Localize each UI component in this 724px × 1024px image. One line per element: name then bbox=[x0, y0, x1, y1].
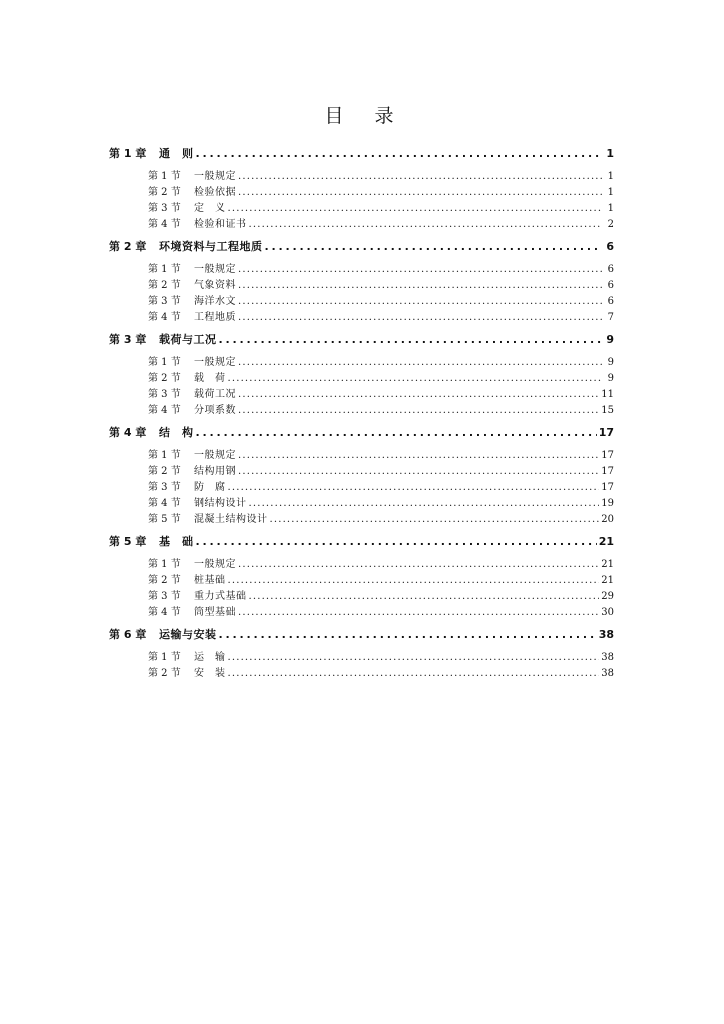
dot-leader bbox=[228, 650, 600, 666]
section-name: 工程地质 bbox=[194, 312, 236, 323]
section-name: 一般规定 bbox=[194, 450, 236, 461]
toc-section-entry[interactable] bbox=[109, 448, 614, 464]
section-name: 海洋水文 bbox=[194, 296, 236, 307]
toc-section-entry[interactable] bbox=[109, 201, 614, 217]
dot-leader bbox=[238, 278, 602, 294]
toc-chapter-entry[interactable] bbox=[109, 239, 614, 255]
dot-leader bbox=[228, 666, 600, 682]
dot-leader bbox=[196, 534, 597, 550]
chapter-page-number: 1 bbox=[606, 147, 614, 160]
dot-leader bbox=[228, 371, 603, 387]
section-name: 重力式基础 bbox=[194, 591, 247, 602]
section-label: 第 3 节 bbox=[148, 296, 181, 307]
section-page-number: 30 bbox=[601, 607, 614, 618]
section-page-number: 38 bbox=[601, 668, 614, 679]
toc-section-entry[interactable] bbox=[109, 573, 614, 589]
dot-leader bbox=[270, 512, 600, 528]
section-label: 第 1 节 bbox=[148, 652, 181, 663]
section-page-number: 21 bbox=[601, 559, 614, 570]
toc-section-entry[interactable] bbox=[109, 403, 614, 419]
toc-chapter-1 bbox=[109, 146, 614, 233]
toc-section-entry[interactable] bbox=[109, 217, 614, 233]
section-name: 定 义 bbox=[194, 203, 226, 214]
section-label: 第 3 节 bbox=[148, 591, 181, 602]
section-page-number: 29 bbox=[601, 591, 614, 602]
toc-section-entry[interactable] bbox=[109, 371, 614, 387]
chapter-page-number: 17 bbox=[598, 426, 614, 439]
dot-leader bbox=[238, 605, 599, 621]
section-label: 第 4 节 bbox=[148, 312, 181, 323]
toc-section-entry[interactable] bbox=[109, 387, 614, 403]
section-page-number: 9 bbox=[607, 373, 614, 384]
chapter-name: 环境资料与工程地质 bbox=[159, 240, 263, 253]
section-label: 第 1 节 bbox=[148, 357, 181, 368]
section-name: 一般规定 bbox=[194, 171, 236, 182]
toc-section-entry[interactable] bbox=[109, 605, 614, 621]
section-label: 第 1 节 bbox=[148, 450, 181, 461]
toc-section-entry[interactable] bbox=[109, 589, 614, 605]
dot-leader bbox=[196, 425, 597, 441]
toc-section-entry[interactable] bbox=[109, 650, 614, 666]
dot-leader bbox=[238, 403, 599, 419]
section-page-number: 6 bbox=[607, 280, 614, 291]
chapter-page-number: 6 bbox=[606, 240, 614, 253]
dot-leader bbox=[265, 239, 603, 255]
chapter-label: 第 2 章 bbox=[109, 240, 147, 253]
section-page-number: 6 bbox=[607, 296, 614, 307]
section-name: 载 荷 bbox=[194, 373, 226, 384]
section-name: 检验依据 bbox=[194, 187, 236, 198]
section-page-number: 1 bbox=[607, 203, 614, 214]
section-label: 第 4 节 bbox=[148, 219, 181, 230]
table-of-contents bbox=[109, 146, 614, 682]
section-label: 第 2 节 bbox=[148, 466, 181, 477]
section-name: 运 输 bbox=[194, 652, 226, 663]
dot-leader bbox=[249, 496, 600, 512]
section-page-number: 15 bbox=[601, 405, 614, 416]
section-page-number: 9 bbox=[607, 357, 614, 368]
toc-section-entry[interactable] bbox=[109, 262, 614, 278]
toc-section-entry[interactable] bbox=[109, 512, 614, 528]
section-page-number: 19 bbox=[601, 498, 614, 509]
section-page-number: 6 bbox=[607, 264, 614, 275]
toc-section-entry[interactable] bbox=[109, 557, 614, 573]
chapter-label: 第 5 章 bbox=[109, 535, 147, 548]
section-name: 混凝土结构设计 bbox=[194, 514, 268, 525]
toc-section-entry[interactable] bbox=[109, 169, 614, 185]
dot-leader bbox=[228, 573, 600, 589]
dot-leader bbox=[238, 310, 602, 326]
section-name: 钢结构设计 bbox=[194, 498, 247, 509]
toc-chapter-entry[interactable] bbox=[109, 627, 614, 643]
section-name: 桩基础 bbox=[194, 575, 226, 586]
section-label: 第 2 节 bbox=[148, 187, 181, 198]
dot-leader bbox=[219, 332, 603, 348]
toc-chapter-entry[interactable] bbox=[109, 534, 614, 550]
dot-leader bbox=[228, 480, 600, 496]
section-label: 第 2 节 bbox=[148, 575, 181, 586]
toc-section-entry[interactable] bbox=[109, 355, 614, 371]
toc-section-entry[interactable] bbox=[109, 480, 614, 496]
section-label: 第 3 节 bbox=[148, 389, 181, 400]
toc-section-entry[interactable] bbox=[109, 666, 614, 682]
toc-chapter-2 bbox=[109, 239, 614, 326]
chapter-page-number: 38 bbox=[598, 628, 614, 641]
section-label: 第 2 节 bbox=[148, 373, 181, 384]
chapter-name: 结 构 bbox=[159, 426, 194, 439]
toc-chapter-6 bbox=[109, 627, 614, 682]
section-label: 第 5 节 bbox=[148, 514, 181, 525]
section-name: 检验和证书 bbox=[194, 219, 247, 230]
toc-chapter-3 bbox=[109, 332, 614, 419]
dot-leader bbox=[238, 262, 602, 278]
dot-leader bbox=[238, 464, 599, 480]
chapter-name: 载荷与工况 bbox=[159, 333, 217, 346]
section-name: 一般规定 bbox=[194, 559, 236, 570]
section-page-number: 1 bbox=[607, 171, 614, 182]
section-page-number: 2 bbox=[607, 219, 614, 230]
chapter-label: 第 1 章 bbox=[109, 147, 147, 160]
toc-title: 目 录 bbox=[324, 105, 400, 127]
section-page-number: 17 bbox=[601, 482, 614, 493]
chapter-label: 第 4 章 bbox=[109, 426, 147, 439]
chapter-page-number: 21 bbox=[598, 535, 614, 548]
chapter-name: 运输与安装 bbox=[159, 628, 217, 641]
section-name: 一般规定 bbox=[194, 264, 236, 275]
toc-chapter-entry[interactable] bbox=[109, 146, 614, 162]
toc-chapter-4 bbox=[109, 425, 614, 528]
section-label: 第 4 节 bbox=[148, 607, 181, 618]
dot-leader bbox=[249, 217, 603, 233]
section-name: 一般规定 bbox=[194, 357, 236, 368]
toc-section-entry[interactable] bbox=[109, 294, 614, 310]
section-label: 第 1 节 bbox=[148, 264, 181, 275]
dot-leader bbox=[219, 627, 597, 643]
section-label: 第 3 节 bbox=[148, 203, 181, 214]
toc-chapter-5 bbox=[109, 534, 614, 621]
toc-section-entry[interactable] bbox=[109, 464, 614, 480]
dot-leader bbox=[238, 355, 602, 371]
section-name: 防 腐 bbox=[194, 482, 226, 493]
section-page-number: 38 bbox=[601, 652, 614, 663]
chapter-page-number: 9 bbox=[606, 333, 614, 346]
dot-leader bbox=[228, 201, 603, 217]
toc-chapter-entry[interactable] bbox=[109, 332, 614, 348]
toc-chapter-entry[interactable] bbox=[109, 425, 614, 441]
toc-section-entry[interactable] bbox=[109, 278, 614, 294]
section-label: 第 4 节 bbox=[148, 405, 181, 416]
chapter-label: 第 3 章 bbox=[109, 333, 147, 346]
dot-leader bbox=[238, 169, 602, 185]
section-name: 气象资料 bbox=[194, 280, 236, 291]
section-label: 第 2 节 bbox=[148, 280, 181, 291]
dot-leader bbox=[249, 589, 600, 605]
section-label: 第 1 节 bbox=[148, 171, 181, 182]
section-page-number: 1 bbox=[607, 187, 614, 198]
section-page-number: 21 bbox=[601, 575, 614, 586]
toc-section-entry[interactable] bbox=[109, 496, 614, 512]
dot-leader bbox=[238, 185, 602, 201]
section-page-number: 11 bbox=[601, 389, 614, 400]
section-name: 载荷工况 bbox=[194, 389, 236, 400]
section-name: 安 装 bbox=[194, 668, 226, 679]
section-label: 第 2 节 bbox=[148, 668, 181, 679]
toc-section-entry[interactable] bbox=[109, 185, 614, 201]
section-page-number: 17 bbox=[601, 466, 614, 477]
section-page-number: 7 bbox=[607, 312, 614, 323]
section-label: 第 4 节 bbox=[148, 498, 181, 509]
section-name: 结构用钢 bbox=[194, 466, 236, 477]
chapter-name: 基 础 bbox=[159, 535, 194, 548]
dot-leader bbox=[238, 557, 599, 573]
section-name: 分项系数 bbox=[194, 405, 236, 416]
section-name: 筒型基础 bbox=[194, 607, 236, 618]
section-label: 第 1 节 bbox=[148, 559, 181, 570]
dot-leader bbox=[238, 294, 602, 310]
toc-section-entry[interactable] bbox=[109, 310, 614, 326]
chapter-label: 第 6 章 bbox=[109, 628, 147, 641]
dot-leader bbox=[238, 448, 599, 464]
dot-leader bbox=[238, 387, 599, 403]
chapter-name: 通 则 bbox=[159, 147, 194, 160]
dot-leader bbox=[196, 146, 603, 162]
section-page-number: 17 bbox=[601, 450, 614, 461]
section-label: 第 3 节 bbox=[148, 482, 181, 493]
section-page-number: 20 bbox=[601, 514, 614, 525]
